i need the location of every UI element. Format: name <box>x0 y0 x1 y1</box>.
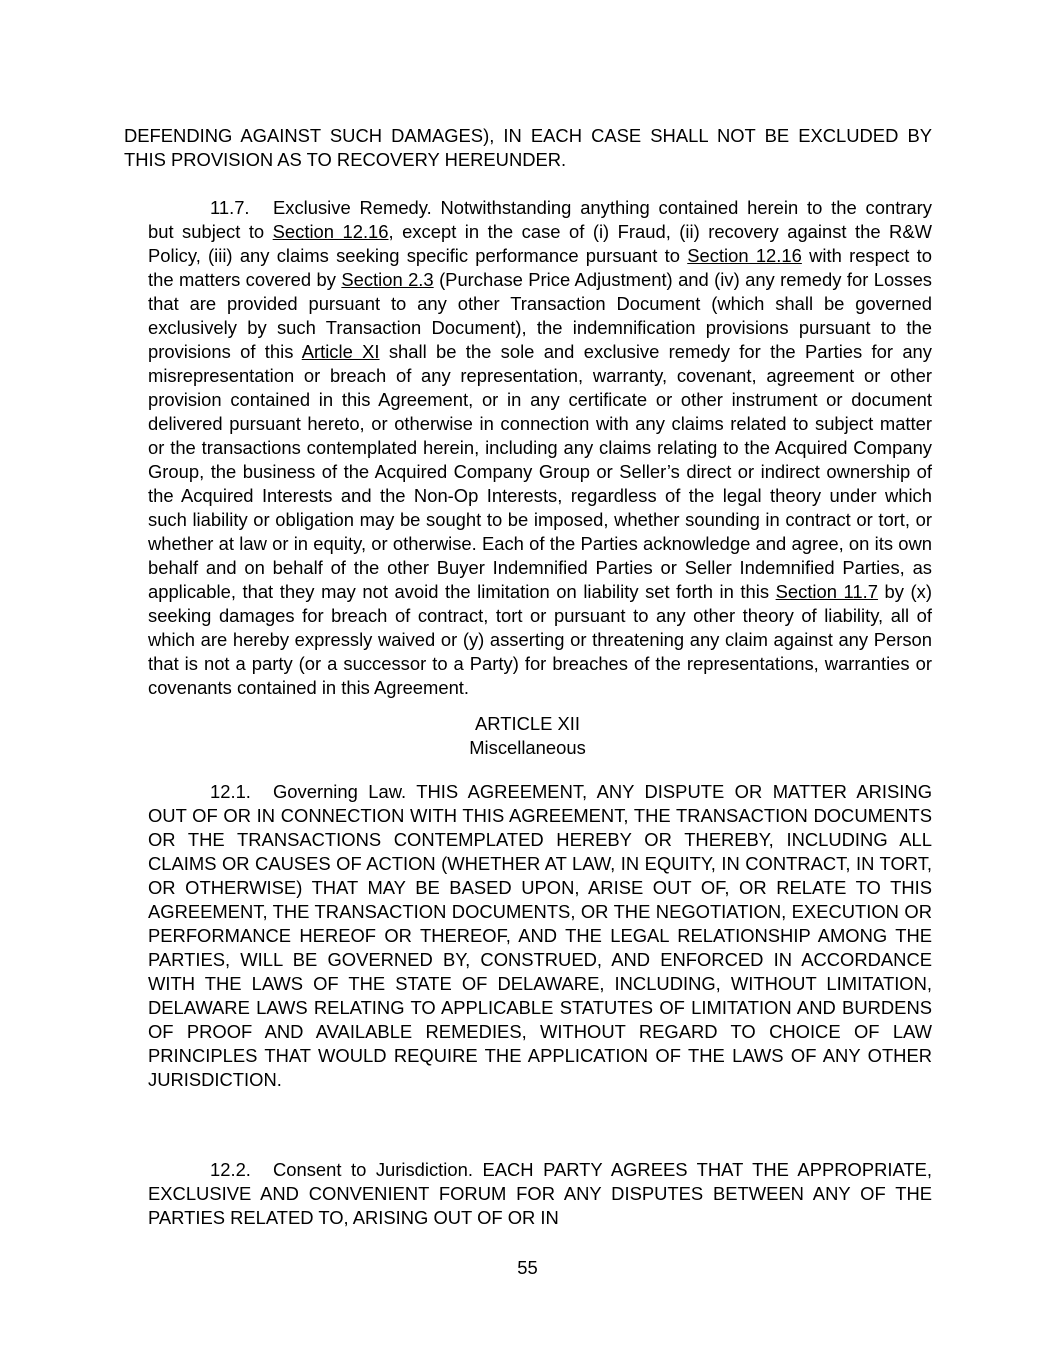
section-text: (Purchase Price Adjustment) and (iv) any remedy for Losses that are provided pursuant to any other Transaction Document (which shall be governed exclusively by such Transaction Document), the indemnification provisions pursuant to the provisions of this <box>148 269 932 362</box>
section-text: EACH PARTY AGREES THAT THE APPROPRIATE, EXCLUSIVE AND CONVENIENT FORUM FOR ANY DISPUTES BETWEEN ANY OF THE PARTIES RELATED TO, ARISING OUT OF OR IN <box>148 1159 932 1228</box>
cross-reference-link[interactable]: Section 12.16 <box>687 245 802 266</box>
section-heading: Governing Law. <box>273 781 407 802</box>
page-number: 55 <box>517 1257 538 1278</box>
section-text: THIS AGREEMENT, ANY DISPUTE OR MATTER ARISING OUT OF OR IN CONNECTION WITH THIS AGREEMENT, THE TRANSACTION DOCUMENTS OR THE TRANSACTIONS CONTEMPLATED HEREBY OR THEREBY, INCLUDING ALL CLAIMS OR CAUSES OF ACTION (WHETHER AT LAW, IN EQUITY, IN CONTRACT, IN TORT, OR OTHERWISE) THAT MAY BE BASED UPON, ARISE OUT OF, OR RELATE TO THIS AGREEMENT, THE TRANSACTION DOCUMENTS, OR THE NEGOTIATION, EXECUTION OR PERFORMANCE HEREOF OR THEREOF, AND THE LEGAL RELATIONSHIP AMONG THE PARTIES, WILL BE GOVERNED BY, CONSTRUED, AND ENFORCED IN ACCORDANCE WITH THE LAWS OF THE STATE OF DELAWARE, INCLUDING, WITHOUT LIMITATION, DELAWARE LAWS RELATING TO APPLICABLE STATUTES OF LIMITATION AND BURDENS OF PROOF AND AVAILABLE REMEDIES, WITHOUT REGARD TO CHOICE OF LAW PRINCIPLES THAT WOULD REQUIRE THE APPLICATION OF THE LAWS OF ANY OTHER JURISDICTION. <box>148 781 933 1090</box>
section-11-7 <box>148 196 932 700</box>
article-title: ARTICLE XII <box>475 713 580 734</box>
section-heading: Consent to Jurisdiction. <box>273 1159 473 1180</box>
section-text: by (x) seeking damages for breach of contract, tort or pursuant to any other theory of liability, all of which are hereby expressly waived or (y) asserting or threatening any claim against any Person that is not a party (or a successor to a Party) for breaches of the representations, warranties or covenants contained in this Agreement. <box>148 581 932 698</box>
article-subtitle: Miscellaneous <box>469 737 586 758</box>
section-number: 11.7. <box>210 197 250 218</box>
section-heading: Exclusive Remedy. <box>273 197 432 218</box>
section-text: Notwithstanding anything contained herein to the contrary but subject to <box>148 197 932 242</box>
section-12-2 <box>148 1158 932 1230</box>
section-text: , except in the case of (i) Fraud, (ii) recovery against the R&W Policy, (iii) any claims seeking specific performance pursuant to <box>148 221 932 266</box>
section-text: shall be the sole and exclusive remedy for the Parties for any misrepresentation or breach of any representation, warranty, covenant, agreement or other provision contained in this Agreement, or in any certificate or other instrument or document delivered pursuant hereto, or otherwise in connection with any claims related to subject matter or the transactions contemplated herein, including any claims relating to the Acquired Company Group, the business of the Acquired Company Group or Seller’s direct or indirect ownership of the Acquired Interests and the Non-Op Interests, regardless of the legal theory under which such liability or obligation may be sought to be imposed, whether sounding in contract or tort, or whether at law or in equity, or otherwise. Each of the Parties acknowledge and agree, on its own behalf and on behalf of the other Buyer Indemnified Parties or Seller Indemnified Parties, as applicable, that they may not avoid the limitation on liability set forth in this <box>148 341 932 602</box>
section-number: 12.2. <box>210 1159 251 1180</box>
section-text: with respect to the matters covered by <box>148 245 932 290</box>
cross-reference-link[interactable]: Article XI <box>301 341 380 362</box>
cross-reference-link[interactable]: Section 11.7 <box>775 581 878 602</box>
cross-reference-link[interactable]: Section 2.3 <box>341 269 434 290</box>
cross-reference-link[interactable]: Section 12.16 <box>272 221 389 242</box>
section-number: 12.1. <box>210 781 251 802</box>
continuation-paragraph: DEFENDING AGAINST SUCH DAMAGES), IN EACH CASE SHALL NOT BE EXCLUDED BY THIS PROVISION AS TO RECOVERY HEREUNDER. <box>124 125 932 170</box>
section-12-1 <box>148 780 932 1092</box>
